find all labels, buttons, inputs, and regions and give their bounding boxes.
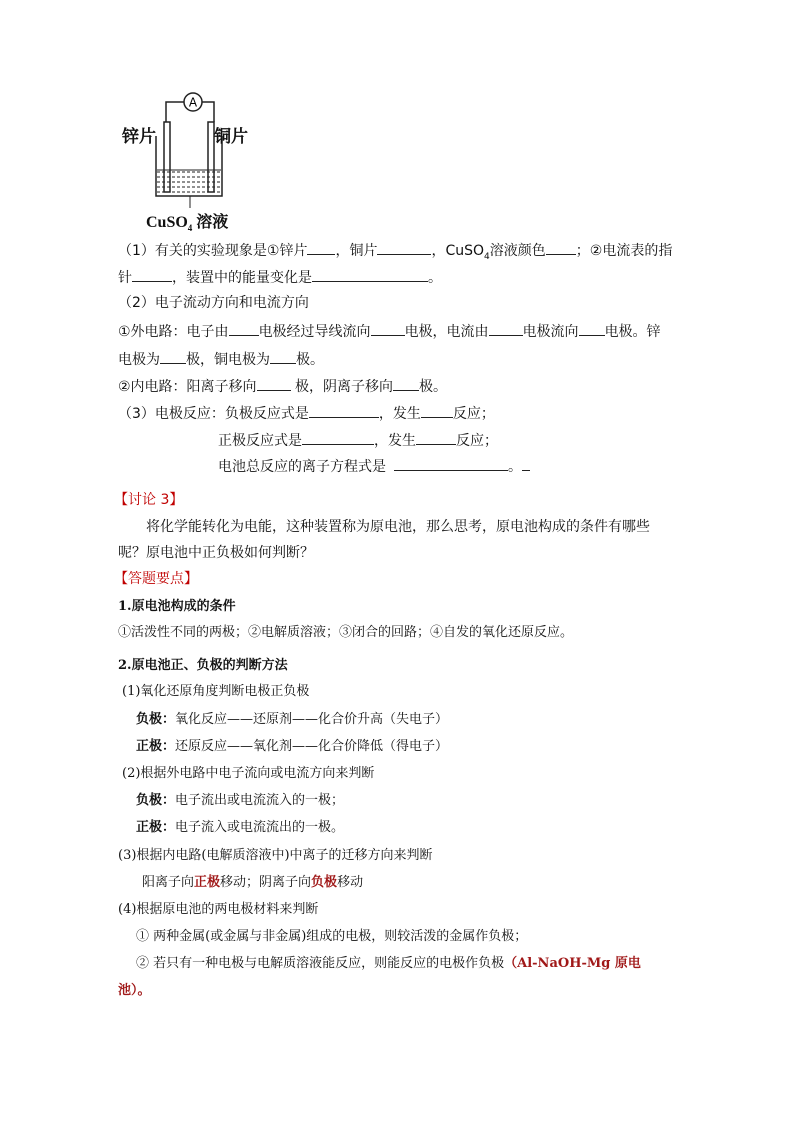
q3-line3: 电池总反应的离子方程式是 。 [218, 456, 530, 477]
sec2-title: 2.原电池正、负极的判断方法 [118, 658, 288, 673]
q3-line2: 正极反应式是 ，发生 反应； [218, 430, 498, 451]
q1-line2: 针 ，装置中的能量变化是 。 [118, 267, 442, 288]
method4-item2-cont: 池）。 [118, 983, 151, 998]
method3-title: (3)根据内电路(电解质溶液中)中离子的迁移方向来判断 [118, 848, 433, 863]
method1-negative: 负极：氧化反应——还原剂——化合价升高（失电子） [136, 712, 449, 727]
q3-line1: （3）电极反应：负极反应式是 ，发生 反应； [118, 403, 495, 424]
q1-line1: （1）有关的实验现象是①锌片 ，铜片 ，CuSO$_4$溶液颜色 ；②电流表的指 [118, 240, 672, 267]
discussion-line2: 呢？原电池中正负极如何判断？ [118, 545, 314, 561]
zinc-label: 锌片 [122, 127, 156, 147]
method2-positive: 正极：电子流入或电流流出的一极。 [136, 820, 345, 835]
q2-external-line2: 电极为 极，铜电极为 极。 [118, 349, 324, 370]
method2-title: (2)根据外电路中电子流向或电流方向来判断 [122, 766, 375, 781]
q2-internal: ②内电路：阳离子移向 极，阴离子移向 极。 [118, 376, 447, 397]
solution-label: CuSO$_4$ 溶液 [146, 214, 229, 234]
discussion-heading: 【讨论 3】 [114, 492, 184, 508]
sec1-title: 1.原电池构成的条件 [118, 599, 236, 614]
method2-negative: 负极：电子流出或电流流入的一极； [136, 793, 345, 808]
answer-heading: 【答题要点】 [114, 571, 198, 587]
method1-positive: 正极：还原反应——氧化剂——化合价降低（得电子） [136, 739, 449, 754]
method4-item2: ② 若只有一种电极与电解质溶液能反应，则能反应的电极作负极（Al-NaOH-Mg 原电 [136, 956, 641, 971]
discussion-line1: 将化学能转化为电能，这种装置称为原电池，那么思考，原电池构成的条件有哪些 [146, 519, 650, 535]
method3-body: 阳离子向正极移动；阴离子向负极移动 [142, 875, 364, 890]
sec1-body: ①活泼性不同的两极；②电解质溶液；③闭合的回路；④自发的氧化还原反应。 [118, 625, 574, 640]
q2-title: （2）电子流动方向和电流方向 [118, 295, 309, 311]
copper-label: 铜片 [214, 127, 248, 147]
method4-item1: ① 两种金属(或金属与非金属)组成的电极，则较活泼的金属作负极； [136, 929, 528, 944]
q2-external-line1: ①外电路：电子由 电极经过导线流向 电极，电流由 电极流向 电极。锌 [118, 321, 661, 342]
method1-title: (1)氧化还原角度判断电极正负极 [122, 684, 310, 699]
method4-title: (4)根据原电池的两电极材料来判断 [118, 902, 319, 917]
ammeter-symbol: A [188, 95, 198, 110]
